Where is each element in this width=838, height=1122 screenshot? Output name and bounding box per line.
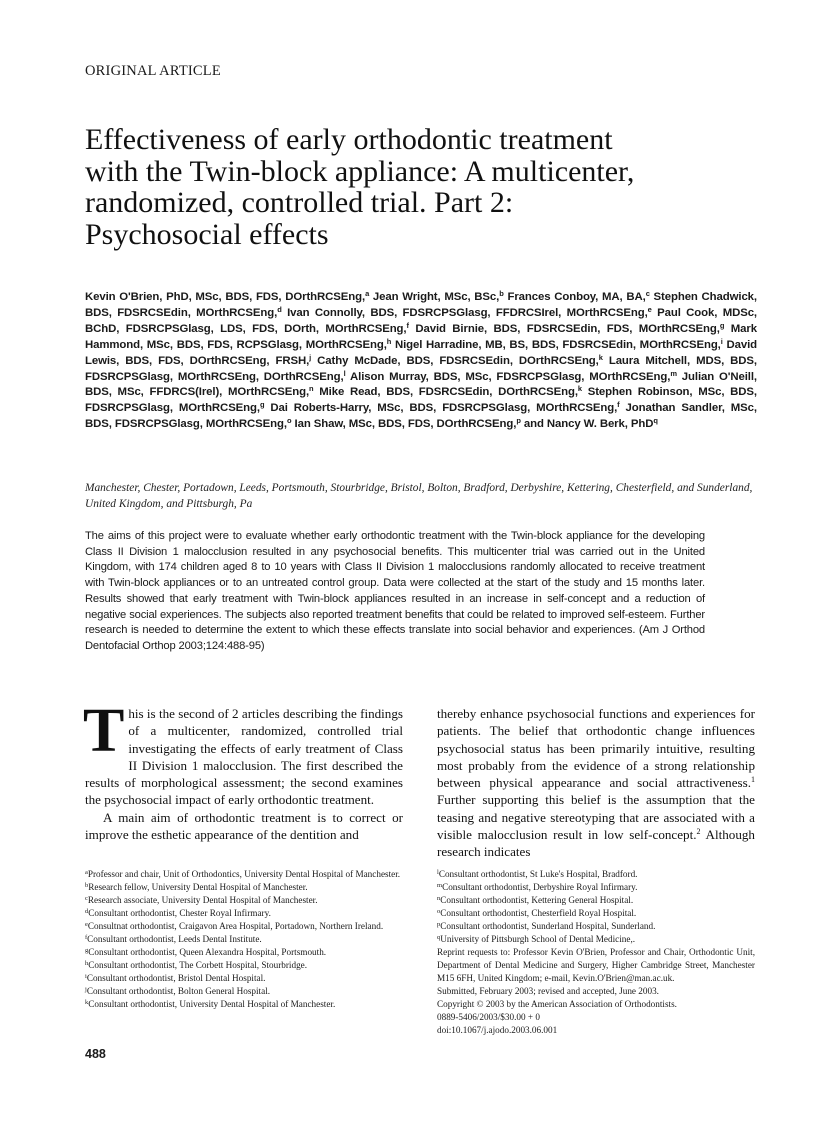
footnote: $^q$University of Pittsburgh School of Dental Medicine,. <box>437 934 636 944</box>
footnote: $^m$Consultant orthodontist, Derbyshire Royal Infirmary. <box>437 882 638 892</box>
author-name: David Lewis, BDS, FDS, DOrthRCSEng, FRSH, <box>85 338 757 367</box>
author-name: Ivan Connolly, BDS, FDSRCPSGlasg, FFDRCSIrel, MOrthRCSEng, <box>287 306 648 319</box>
footnote-marker: e <box>85 921 88 928</box>
affiliation-marker: g <box>259 400 265 410</box>
footnote-marker: p <box>437 921 441 928</box>
author-name: Jean Wright, MSc, BSc, <box>372 291 500 303</box>
title-line: randomized, controlled trial. Part 2: <box>85 186 514 219</box>
affiliation-marker: l <box>343 368 346 378</box>
footnote-marker: a <box>85 869 88 876</box>
author-name: Alison Murray, BDS, MSc, FDSRCPSGlasg, MOrthRCSEng, <box>350 370 671 383</box>
author-name: Frances Conboy, MA, BA, <box>507 291 646 303</box>
footnote-marker: k <box>85 999 89 1006</box>
footnote-marker: d <box>85 908 89 915</box>
author-name: Paul Cook, MDSc, BChD, FDSRCPSGlasg, LDS, FDS, DOrth, MOrthRCSEng, <box>85 306 758 335</box>
author-affiliation-locations: Manchester, Chester, Portadown, Leeds, Portsmouth, Stourbridge, Bristol, Bolton, Bradford, Derbyshire, Kettering, Chesterfield, and Sunderland, United Kingdom, and Pittsburgh, Pa <box>85 482 753 510</box>
footnote: $^l$Consultant orthodontist, St Luke's Hospital, Bradford. <box>437 869 638 879</box>
footnote-marker: g <box>85 947 89 954</box>
author-name: Laura Mitchell, MDS, BDS, FDSRCPSGlasg, MOrthRCSEng, DOrthRCSEng, <box>85 354 757 383</box>
body-column-right <box>437 705 755 861</box>
affiliation-marker: i <box>720 336 723 346</box>
footnote: $^e$Consultnat orthodontist, Craigavon Area Hospital, Portadown, Northern Ireland. <box>85 921 384 931</box>
footnote-marker: b <box>85 882 89 889</box>
affiliation-marker: o <box>286 416 292 426</box>
author-name: Dai Roberts-Harry, MSc, BDS, FDSRCPSGlasg, MOrthRCSEng, <box>270 402 618 415</box>
author-name: Cathy McDade, BDS, FDSRCSEdin, DOrthRCSEng, <box>317 354 599 367</box>
affiliation-marker: f <box>406 320 409 330</box>
footnote-marker: n <box>437 895 441 902</box>
author-list <box>85 290 757 433</box>
title-line: Psychosocial effects <box>85 217 329 251</box>
footnote-marker: l <box>437 869 439 876</box>
affiliation-marker: c <box>645 289 650 298</box>
body-paragraph: his is the second of 2 articles describing the findings of a multicenter, randomized, controlled trial investigating the effects of early treatment of Class II Division 1 malocclusion. The first described the results of morphological assessment; the second examines the psychosocial impact of early orthodontic treatment. <box>85 706 403 808</box>
footnote: $^i$Consultant orthodontist, Bristol Dental Hospital. <box>85 973 266 983</box>
author-name: Mark Hammond, MSc, BDS, FDS, RCPSGlasg, MOrthRCSEng, <box>85 322 757 351</box>
footnote: $^k$Consultant orthodontist, University Dental Hospital of Manchester. <box>85 999 336 1009</box>
author-name: Jonathan Sandler, MSc, BDS, FDSRCPSGlasg, MOrthRCSEng, <box>85 402 757 431</box>
submission-dates: Submitted, February 2003; revised and accepted, June 2003. <box>437 986 659 996</box>
footnote-marker: m <box>437 882 443 889</box>
copyright: Copyright © 2003 by the American Association of Orthodontists. <box>437 999 677 1009</box>
affiliation-marker: k <box>577 384 582 394</box>
footnote: $^d$Consultant orthodontist, Chester Royal Infirmary. <box>85 908 271 918</box>
title-line: Effectiveness of early orthodontic treatment <box>85 123 613 156</box>
body-text: thereby enhance psychosocial functions and experiences for patients. The belief that orthodontic change influences psychosocial status has been primarily intuitive, resulting most probably from the evidence of a strong relationship between physical appearance and social attractiveness. <box>437 706 755 791</box>
footnote-marker: q <box>437 934 441 941</box>
affiliation-marker: j <box>309 352 312 362</box>
affiliation-marker: a <box>365 289 370 298</box>
affiliation-marker: k <box>598 352 603 362</box>
footnote: $^f$Consultant orthodontist, Leeds Dental Institute. <box>85 934 262 944</box>
abstract: The aims of this project were to evaluate whether early orthodontic treatment with the Twin-block appliance for the developing Class II Division 1 malocclusion resulted in any psychosocial benefits. This multicenter trial was carried out in the United Kingdom, with 174 children aged 8 to 10 years with Class II Division 1 malocclusions randomly allocated to receive treatment with Twin-block appliances or to an untreated control group. Data were collected at the start of the study and 15 months later. Results showed that early treatment with Twin-block appliances resulted in an increase in self-concept and a reduction of negative social experiences. The subjects also reported treatment benefits that could be related to improved self-esteem. Further research is needed to determine the extent to which these effects translate into social behavior and experiences. (Am J Orthod Dentofacial Orthop 2003;124:488-95) <box>85 530 705 652</box>
reference-marker[interactable]: 1 <box>751 775 755 785</box>
footnote: $^b$Research fellow, University Dental Hospital of Manchester. <box>85 882 308 892</box>
affiliation-marker: h <box>386 336 392 346</box>
footnote: $^p$Consultant orthodontist, Sunderland Hospital, Sunderland. <box>437 921 656 931</box>
affiliation-marker: f <box>617 400 620 410</box>
affiliation-marker: g <box>719 320 725 330</box>
section-label: ORIGINAL ARTICLE <box>85 63 221 79</box>
author-name: Nigel Harradine, MB, BS, BDS, FDSRCSEdin, MOrthRCSEng, <box>394 338 721 351</box>
reprint-requests: Reprint requests to: Professor Kevin O'Brien, Professor and Chair, Orthodontic Unit, Department of Dental Medicine and Surgery, Higher Cambridge Street, Manchester M15 6FH, United Kingdom; e-mail, Kevin.O'Brien@man.ac.uk. <box>437 947 755 983</box>
author-name: and Nancy W. Berk, PhD <box>523 418 654 431</box>
footnotes-left <box>85 868 403 1011</box>
doi[interactable]: doi:10.1067/j.ajodo.2003.06.001 <box>437 1025 558 1035</box>
footnote: $^o$Consultant orthodontist, Chesterfield Royal Hospital. <box>437 908 637 918</box>
author-name: Julian O'Neill, BDS, MSc, FFDRCS(Irel), MOrthRCSEng, <box>85 370 757 399</box>
body-column-left <box>83 697 403 843</box>
affiliation-marker: n <box>309 384 314 394</box>
footnote: $^c$Research associate, University Dental Hospital of Manchester. <box>85 895 318 905</box>
footnote-marker: h <box>85 960 89 967</box>
footnote-marker: o <box>437 908 441 915</box>
body-paragraph: A main aim of orthodontic treatment is to correct or improve the esthetic appearance of the dentition and <box>85 809 403 843</box>
page-number: 488 <box>85 1047 106 1061</box>
body-text: Further supporting this belief is the assumption that the teasing and negative stereotyping that are associated with a visible malocclusion result in low self-concept. <box>437 792 755 843</box>
affiliation-marker: m <box>670 368 677 378</box>
affiliation-marker: p <box>516 416 521 426</box>
footnote-marker: j <box>85 986 87 993</box>
author-name: David Birnie, BDS, FDSRCSEdin, FDS, MOrthRCSEng, <box>415 322 720 335</box>
footnote-marker: f <box>85 934 88 941</box>
footnote-marker: c <box>85 895 88 902</box>
title-line: with the Twin-block appliance: A multicenter, <box>85 154 635 188</box>
body-paragraph <box>437 705 755 861</box>
footnote: $^h$Consultant orthodontist, The Corbett Hospital, Stourbridge. <box>85 960 308 970</box>
body-text: Although research indicates <box>437 827 755 860</box>
author-name: Ian Shaw, MSc, BDS, FDS, DOrthRCSEng, <box>294 418 517 431</box>
drop-cap: T <box>83 697 125 765</box>
article-title <box>85 124 757 250</box>
issn: 0889-5406/2003/$30.00 + 0 <box>437 1012 540 1022</box>
footnote: $^n$Consultant orthodontist, Kettering General Hospital. <box>437 895 634 905</box>
author-name: Stephen Robinson, MSc, BDS, FDSRCPSGlasg, MOrthRCSEng, <box>85 386 757 415</box>
footnote: $^a$Professor and chair, Unit of Orthodontics, University Dental Hospital of Manchester. <box>85 869 401 879</box>
footnote-marker: i <box>85 973 87 980</box>
author-name: Kevin O'Brien, PhD, MSc, BDS, FDS, DOrthRCSEng, <box>85 291 366 303</box>
affiliation-marker: b <box>499 289 504 298</box>
reference-marker[interactable]: 2 <box>696 827 701 837</box>
affiliation-marker: e <box>647 304 652 314</box>
affiliation-marker: q <box>653 416 658 426</box>
footnote: $^j$Consultant orthodontist, Bolton General Hospital. <box>85 986 271 996</box>
affiliation-marker: d <box>277 304 282 314</box>
footnotes-right <box>437 868 755 1037</box>
author-name: Mike Read, BDS, FDSRCSEdin, DOrthRCSEng, <box>319 386 578 399</box>
author-name: Stephen Chadwick, BDS, FDSRCSEdin, MOrthRCSEng, <box>85 291 757 319</box>
footnote: $^g$Consultant orthodontist, Queen Alexandra Hospital, Portsmouth. <box>85 947 327 957</box>
